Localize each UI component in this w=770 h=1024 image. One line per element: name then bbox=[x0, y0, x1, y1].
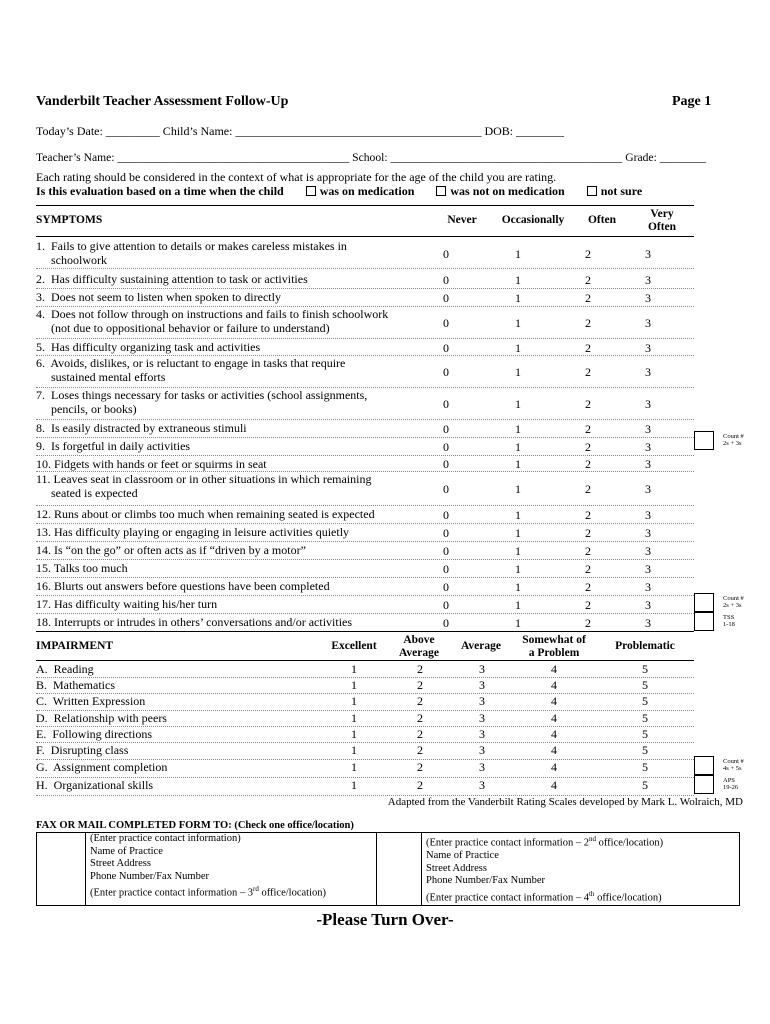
symptom-score-1[interactable]: 1 bbox=[515, 526, 521, 540]
symptom-score-3[interactable]: 3 bbox=[645, 544, 651, 558]
note-count-hyperactivity bbox=[723, 595, 744, 609]
symptom-text-line1: 15. Talks too much bbox=[36, 561, 128, 575]
impairment-score-0[interactable]: 1 bbox=[351, 760, 357, 774]
symptom-score-3[interactable]: 3 bbox=[645, 340, 651, 355]
symptom-score-1[interactable]: 1 bbox=[515, 365, 521, 379]
impairment-score-3[interactable]: 4 bbox=[551, 743, 557, 757]
symptom-score-3[interactable]: 3 bbox=[645, 457, 651, 471]
symptom-score-1[interactable]: 1 bbox=[515, 457, 521, 471]
note-label: APS bbox=[723, 777, 735, 784]
c1-line: Name of Practice bbox=[90, 845, 163, 857]
symptom-score-1[interactable]: 1 bbox=[515, 340, 521, 355]
col-somewhat-line2: a Problem bbox=[528, 647, 580, 659]
symptom-text bbox=[36, 507, 375, 521]
symptom-score-0[interactable]: 0 bbox=[443, 365, 449, 379]
adapted-credit: Adapted from the Vanderbilt Rating Scales developed by Mark L. Wolraich, MD bbox=[387, 796, 743, 808]
symptom-text-line2: seated is expected bbox=[36, 486, 138, 500]
impairment-score-4[interactable]: 5 bbox=[642, 662, 648, 676]
impairment-score-4[interactable]: 5 bbox=[642, 694, 648, 708]
symptom-row bbox=[36, 387, 694, 420]
c1-last-sup: rd bbox=[252, 885, 259, 893]
symptom-score-2[interactable]: 2 bbox=[585, 562, 591, 576]
symptom-score-3[interactable]: 3 bbox=[645, 508, 651, 522]
impairment-score-2[interactable]: 3 bbox=[479, 678, 485, 692]
impairment-score-4[interactable]: 5 bbox=[642, 743, 648, 757]
symptom-text-line1: 14. Is “on the go” or often acts as if “driven by a motor” bbox=[36, 543, 306, 557]
symptom-score-3[interactable]: 3 bbox=[645, 422, 651, 436]
col-somewhat-problem bbox=[512, 634, 596, 660]
symptom-text bbox=[36, 472, 371, 500]
c2-first-sup: nd bbox=[588, 835, 596, 843]
symptom-score-1[interactable]: 1 bbox=[515, 580, 521, 594]
impairment-score-3[interactable]: 4 bbox=[551, 727, 557, 741]
symptom-score-2[interactable]: 2 bbox=[585, 457, 591, 471]
symptom-score-0[interactable]: 0 bbox=[443, 422, 449, 436]
symptom-score-0[interactable]: 0 bbox=[443, 508, 449, 522]
impairment-score-1[interactable]: 2 bbox=[417, 678, 423, 692]
c1-line: (Enter practice contact information) bbox=[90, 833, 241, 844]
symptom-score-2[interactable]: 2 bbox=[585, 526, 591, 540]
symptom-row bbox=[36, 577, 694, 596]
symptom-row bbox=[36, 306, 694, 339]
impairment-score-4[interactable]: 5 bbox=[642, 727, 648, 741]
impairment-text: D. Relationship with peers bbox=[36, 711, 167, 725]
symptom-score-2[interactable]: 2 bbox=[585, 616, 591, 630]
symptom-row bbox=[36, 523, 694, 542]
impairment-score-3[interactable]: 4 bbox=[551, 678, 557, 692]
impairment-text: B. Mathematics bbox=[36, 678, 115, 692]
symptom-text bbox=[36, 272, 308, 286]
symptom-score-2[interactable]: 2 bbox=[585, 482, 591, 496]
symptom-score-0[interactable]: 0 bbox=[443, 291, 449, 305]
symptom-score-3[interactable]: 3 bbox=[645, 397, 651, 411]
symptom-score-2[interactable]: 2 bbox=[585, 273, 591, 287]
count-box-hyperactivity[interactable] bbox=[694, 593, 714, 612]
symptom-text-line1: 5. Has difficulty organizing task and activities bbox=[36, 340, 261, 354]
symptom-score-3[interactable]: 3 bbox=[645, 440, 651, 454]
impairment-text: H. Organizational skills bbox=[36, 778, 154, 792]
symptom-row bbox=[36, 559, 694, 578]
checkbox-on-medication[interactable] bbox=[306, 186, 316, 196]
impairment-score-1[interactable]: 2 bbox=[417, 743, 423, 757]
col-very-often-line2: Often bbox=[647, 221, 677, 233]
symptom-text-line1: 8. Is easily distracted by extraneous stimuli bbox=[36, 421, 247, 435]
symptom-text-line1: 2. Has difficulty sustaining attention to task or activities bbox=[36, 272, 308, 286]
symptom-score-0[interactable]: 0 bbox=[443, 273, 449, 287]
symptom-score-0[interactable]: 0 bbox=[443, 598, 449, 612]
symptom-score-0[interactable]: 0 bbox=[443, 397, 449, 411]
symptom-score-2[interactable]: 2 bbox=[585, 544, 591, 558]
impairment-score-1[interactable]: 2 bbox=[417, 760, 423, 774]
symptom-row bbox=[36, 471, 694, 506]
symptom-row bbox=[36, 595, 694, 614]
symptom-text bbox=[36, 597, 217, 611]
symptom-text bbox=[36, 525, 349, 539]
symptom-text-line2: (not due to oppositional behavior or failure to understand) bbox=[36, 321, 330, 335]
c2-line-last bbox=[426, 888, 739, 905]
c2-last-sup: th bbox=[588, 889, 595, 898]
symptom-row bbox=[36, 355, 694, 388]
symptom-text bbox=[36, 290, 281, 304]
checkbox-not-sure[interactable] bbox=[587, 186, 597, 196]
tss-box[interactable] bbox=[694, 612, 714, 631]
impairment-score-1[interactable]: 2 bbox=[417, 662, 423, 676]
impairment-row bbox=[36, 759, 694, 778]
col-occasionally: Occasionally bbox=[501, 214, 565, 226]
symptom-score-0[interactable]: 0 bbox=[443, 482, 449, 496]
c1-last-b: office/location) bbox=[258, 887, 326, 899]
symptom-text-line1: 17. Has difficulty waiting his/her turn bbox=[36, 597, 218, 611]
symptom-score-2[interactable]: 2 bbox=[585, 365, 591, 379]
c1-last-a: (Enter practice contact information – 3 bbox=[90, 887, 253, 899]
symptom-score-1[interactable]: 1 bbox=[515, 482, 521, 496]
symptom-text-line1: 7. Loses things necessary for tasks or activities (school assignments, bbox=[36, 388, 368, 402]
symptom-row bbox=[36, 338, 694, 356]
symptom-score-3[interactable]: 3 bbox=[645, 616, 651, 630]
c2-last-b: office/location) bbox=[594, 892, 662, 903]
impairment-row bbox=[36, 742, 694, 760]
note-detail: 2s + 3s bbox=[723, 440, 742, 447]
symptom-score-2[interactable]: 2 bbox=[585, 397, 591, 411]
symptom-score-2[interactable]: 2 bbox=[585, 598, 591, 612]
c2-line: Name of Practice bbox=[426, 850, 499, 861]
symptom-text bbox=[36, 356, 345, 384]
impairment-score-2[interactable]: 3 bbox=[479, 711, 485, 725]
impairment-text: E. Following directions bbox=[36, 727, 152, 741]
office-cell-2 bbox=[422, 833, 740, 906]
symptom-text-line2: schoolwork bbox=[36, 253, 107, 267]
symptom-text bbox=[36, 439, 190, 453]
col-average: Average bbox=[460, 640, 501, 652]
symptom-score-0[interactable]: 0 bbox=[443, 544, 449, 558]
symptom-score-3[interactable]: 3 bbox=[645, 247, 651, 261]
count-box-impairment[interactable] bbox=[694, 756, 714, 775]
impairment-score-0[interactable]: 1 bbox=[351, 694, 357, 708]
symptoms-heading: SYMPTOMS bbox=[36, 214, 103, 226]
symptom-score-3[interactable]: 3 bbox=[645, 316, 651, 330]
impairment-score-2[interactable]: 3 bbox=[479, 778, 485, 792]
medication-question-text: Is this evaluation based on a time when the child bbox=[36, 184, 284, 198]
col-excellent: Excellent bbox=[331, 640, 377, 652]
symptom-text bbox=[36, 388, 367, 416]
symptom-text-line1: 12. Runs about or climbs too much when remaining seated is expected bbox=[36, 507, 375, 521]
note-detail: 4s + 5s bbox=[723, 765, 742, 772]
symptom-score-0[interactable]: 0 bbox=[443, 340, 449, 355]
symptom-score-0[interactable]: 0 bbox=[443, 316, 449, 330]
col-never: Never bbox=[447, 214, 477, 226]
page-number: Page 1 bbox=[672, 94, 712, 109]
impairment-score-1[interactable]: 2 bbox=[417, 727, 423, 741]
symptom-score-1[interactable]: 1 bbox=[515, 273, 521, 287]
c2-first-b: office/location) bbox=[595, 837, 664, 849]
office-check-1[interactable] bbox=[37, 833, 86, 906]
note-count-impairment bbox=[723, 758, 744, 772]
c2-line: Street Address bbox=[426, 862, 487, 874]
impairment-row bbox=[36, 677, 694, 694]
col-very-often bbox=[638, 208, 686, 234]
instruction-text: Each rating should be considered in the context of what is appropriate for the age of the child you are rating. bbox=[36, 170, 557, 184]
col-above-average-line1: Above bbox=[403, 634, 435, 646]
c2-last-a: (Enter practice contact information – 4 bbox=[426, 892, 589, 903]
aps-box[interactable] bbox=[694, 775, 714, 794]
label-on-medication: was on medication bbox=[319, 184, 415, 198]
impairment-score-2[interactable]: 3 bbox=[479, 727, 485, 741]
impairment-score-1[interactable]: 2 bbox=[417, 694, 423, 708]
col-very-often-line1: Very bbox=[650, 208, 674, 220]
col-often: Often bbox=[587, 214, 617, 226]
please-turn-over: -Please Turn Over- bbox=[316, 910, 454, 929]
note-tss bbox=[723, 614, 735, 628]
symptom-score-2[interactable]: 2 bbox=[585, 340, 591, 355]
impairment-score-4[interactable]: 5 bbox=[642, 711, 648, 725]
note-detail: 19-26 bbox=[723, 784, 739, 791]
symptom-row bbox=[36, 505, 694, 524]
impairment-score-0[interactable]: 1 bbox=[351, 678, 357, 692]
symptom-text bbox=[36, 615, 352, 629]
c2-first-a: (Enter practice contact information – 2 bbox=[426, 837, 589, 849]
symptom-score-3[interactable]: 3 bbox=[645, 482, 651, 496]
symptom-score-1[interactable]: 1 bbox=[515, 247, 521, 261]
c1-line-last bbox=[90, 883, 376, 900]
impairment-text: F. Disrupting class bbox=[36, 743, 129, 757]
symptom-score-0[interactable]: 0 bbox=[443, 616, 449, 630]
note-detail: 2s + 3s bbox=[723, 602, 742, 609]
symptom-score-1[interactable]: 1 bbox=[515, 616, 521, 630]
note-label: TSS bbox=[723, 614, 735, 621]
checkbox-not-on-medication[interactable] bbox=[436, 186, 446, 196]
fax-heading: FAX OR MAIL COMPLETED FORM TO: (Check one office/location) bbox=[36, 820, 354, 831]
symptom-score-1[interactable]: 1 bbox=[515, 316, 521, 330]
label-not-sure: not sure bbox=[600, 184, 643, 198]
office-cell-1 bbox=[86, 833, 377, 906]
symptoms-top-rule bbox=[36, 205, 694, 206]
impairment-row bbox=[36, 777, 694, 796]
impairment-row bbox=[36, 726, 694, 743]
office-table bbox=[36, 832, 740, 906]
symptom-score-2[interactable]: 2 bbox=[585, 422, 591, 436]
impairment-row bbox=[36, 661, 694, 678]
symptom-row bbox=[36, 419, 694, 438]
c1-line: Street Address bbox=[90, 858, 151, 869]
symptom-score-1[interactable]: 1 bbox=[515, 544, 521, 558]
impairment-score-4[interactable]: 5 bbox=[642, 760, 648, 774]
note-label: Count # bbox=[723, 433, 744, 440]
symptom-row bbox=[36, 288, 694, 307]
symptom-score-0[interactable]: 0 bbox=[443, 440, 449, 454]
symptom-text-line1: 13. Has difficulty playing or engaging in leisure activities quietly bbox=[36, 525, 350, 539]
symptom-text bbox=[36, 340, 260, 354]
symptom-score-3[interactable]: 3 bbox=[645, 562, 651, 576]
symptom-score-0[interactable]: 0 bbox=[443, 526, 449, 540]
symptom-score-3[interactable]: 3 bbox=[645, 598, 651, 612]
symptom-score-1[interactable]: 1 bbox=[515, 598, 521, 612]
symptom-text-line1: 18. Interrupts or intrudes in others’ conversations and/or activities bbox=[36, 615, 353, 629]
symptom-text bbox=[36, 543, 306, 557]
symptom-score-3[interactable]: 3 bbox=[645, 273, 651, 287]
symptom-row bbox=[36, 541, 694, 560]
symptom-text-line1: 3. Does not seem to listen when spoken to directly bbox=[36, 290, 281, 304]
impairment-score-4[interactable]: 5 bbox=[642, 678, 648, 692]
impairment-text: C. Written Expression bbox=[36, 694, 146, 708]
impairment-score-1[interactable]: 2 bbox=[417, 778, 423, 792]
impairment-score-2[interactable]: 3 bbox=[479, 694, 485, 708]
symptom-score-1[interactable]: 1 bbox=[515, 397, 521, 411]
symptom-score-2[interactable]: 2 bbox=[585, 247, 591, 261]
impairment-score-2[interactable]: 3 bbox=[479, 760, 485, 774]
c2-line-first bbox=[426, 833, 739, 850]
symptom-text-line1: 1. Fails to give attention to details or makes careless mistakes in bbox=[36, 239, 347, 253]
symptom-text-line1: 6. Avoids, dislikes, or is reluctant to engage in tasks that require bbox=[36, 356, 346, 370]
col-above-average bbox=[390, 634, 448, 660]
symptom-score-2[interactable]: 2 bbox=[585, 291, 591, 305]
impairment-text: G. Assignment completion bbox=[36, 760, 168, 774]
symptom-score-3[interactable]: 3 bbox=[645, 291, 651, 305]
note-aps bbox=[723, 777, 738, 791]
impairment-score-3[interactable]: 4 bbox=[551, 760, 557, 774]
symptom-text-line1: 11. Leaves seat in classroom or in other situations in which remaining bbox=[36, 472, 372, 486]
symptom-score-3[interactable]: 3 bbox=[645, 580, 651, 594]
symptom-score-2[interactable]: 2 bbox=[585, 316, 591, 330]
symptom-text-line2: sustained mental efforts bbox=[36, 370, 166, 384]
impairment-score-3[interactable]: 4 bbox=[551, 662, 557, 676]
symptom-row bbox=[36, 455, 694, 472]
label-not-on-medication: was not on medication bbox=[450, 184, 565, 198]
impairment-row bbox=[36, 693, 694, 711]
impairment-top-rule bbox=[36, 631, 694, 632]
teacher-line[interactable]: Teacher’s Name: ________________________________________ School: ________________________________________ Grade: ________ bbox=[36, 151, 707, 164]
c2-line: Phone Number/Fax Number bbox=[426, 875, 545, 886]
symptom-row bbox=[36, 238, 694, 269]
c1-line: Phone Number/Fax Number bbox=[90, 870, 209, 882]
note-detail: 1-18 bbox=[723, 621, 735, 628]
symptom-text-line1: 4. Does not follow through on instructions and fails to finish schoolwork bbox=[36, 307, 389, 321]
symptom-score-0[interactable]: 0 bbox=[443, 562, 449, 576]
note-count-inattention bbox=[723, 433, 744, 447]
impairment-heading: IMPAIRMENT bbox=[36, 640, 114, 652]
note-label: Count # bbox=[723, 758, 744, 765]
symptom-score-0[interactable]: 0 bbox=[443, 457, 449, 471]
impairment-row bbox=[36, 710, 694, 727]
symptoms-header-rule bbox=[36, 236, 694, 237]
symptom-score-2[interactable]: 2 bbox=[585, 580, 591, 594]
note-label: Count # bbox=[723, 595, 744, 602]
form-title: Vanderbilt Teacher Assessment Follow-Up bbox=[36, 94, 289, 109]
impairment-score-0[interactable]: 1 bbox=[351, 778, 357, 792]
symptom-text-line2: pencils, or books) bbox=[36, 402, 137, 416]
symptom-row bbox=[36, 437, 694, 456]
symptom-score-1[interactable]: 1 bbox=[515, 440, 521, 454]
impairment-score-3[interactable]: 4 bbox=[551, 694, 557, 708]
symptom-text-line1: 10. Fidgets with hands or feet or squirms in seat bbox=[36, 457, 267, 471]
symptom-row bbox=[36, 613, 694, 632]
symptom-score-1[interactable]: 1 bbox=[515, 562, 521, 576]
impairment-score-3[interactable]: 4 bbox=[551, 711, 557, 725]
symptom-row bbox=[36, 270, 694, 289]
symptom-text bbox=[36, 561, 128, 575]
impairment-score-0[interactable]: 1 bbox=[351, 727, 357, 741]
symptom-score-2[interactable]: 2 bbox=[585, 440, 591, 454]
symptom-score-3[interactable]: 3 bbox=[645, 365, 651, 379]
symptom-score-1[interactable]: 1 bbox=[515, 422, 521, 436]
symptom-text bbox=[36, 421, 247, 435]
impairment-score-2[interactable]: 3 bbox=[479, 743, 485, 757]
symptom-score-1[interactable]: 1 bbox=[515, 291, 521, 305]
impairment-score-1[interactable]: 2 bbox=[417, 711, 423, 725]
date-line[interactable]: Today’s Date: _________ Child’s Name: _________________________________________ DOB: ________ bbox=[36, 124, 565, 138]
symptom-score-0[interactable]: 0 bbox=[443, 580, 449, 594]
symptom-score-2[interactable]: 2 bbox=[585, 508, 591, 522]
medication-question bbox=[36, 184, 642, 199]
symptom-score-1[interactable]: 1 bbox=[515, 508, 521, 522]
col-somewhat-line1: Somewhat of bbox=[522, 634, 586, 646]
symptom-text bbox=[36, 239, 347, 267]
symptom-text bbox=[36, 457, 267, 471]
col-problematic: Problematic bbox=[615, 640, 675, 652]
impairment-score-0[interactable]: 1 bbox=[351, 711, 357, 725]
impairment-score-0[interactable]: 1 bbox=[351, 662, 357, 676]
symptom-text bbox=[36, 579, 330, 593]
impairment-text: A. Reading bbox=[36, 662, 94, 676]
impairment-score-2[interactable]: 3 bbox=[479, 662, 485, 676]
impairment-score-0[interactable]: 1 bbox=[351, 743, 357, 757]
symptom-text bbox=[36, 307, 388, 335]
office-check-2[interactable] bbox=[377, 833, 422, 906]
symptom-score-3[interactable]: 3 bbox=[645, 526, 651, 540]
symptom-text-line1: 16. Blurts out answers before questions have been completed bbox=[36, 579, 330, 593]
col-above-average-line2: Average bbox=[398, 647, 439, 659]
impairment-score-4[interactable]: 5 bbox=[642, 778, 648, 792]
impairment-score-3[interactable]: 4 bbox=[551, 778, 557, 792]
symptom-score-0[interactable]: 0 bbox=[443, 247, 449, 261]
count-box-inattention[interactable] bbox=[694, 431, 714, 450]
symptom-text-line1: 9. Is forgetful in daily activities bbox=[36, 439, 191, 453]
